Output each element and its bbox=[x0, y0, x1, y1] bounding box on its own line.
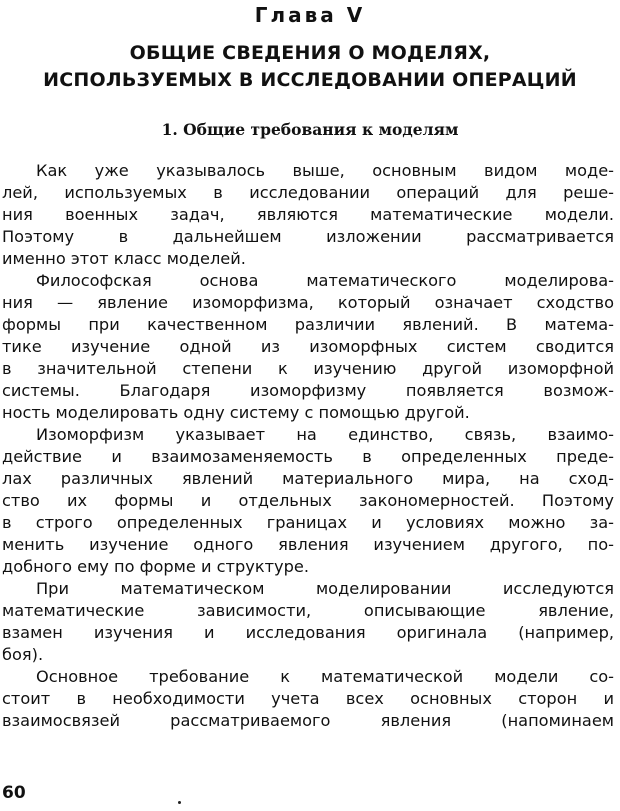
text-line: действие и взаимозаменяемость в определенных преде- bbox=[2, 447, 614, 466]
chapter-title-line: ОБЩИЕ СВЕДЕНИЯ О МОДЕЛЯХ, bbox=[129, 42, 491, 64]
text-line: формы при качественном различии явлений. В матема- bbox=[2, 315, 614, 334]
text-line: системы. Благодаря изоморфизму появляется возмож- bbox=[2, 381, 614, 400]
chapter-label: Глава V bbox=[254, 3, 366, 27]
text-line: в строго определенных границах и условиях можно за- bbox=[2, 513, 614, 532]
chapter-title bbox=[0, 40, 620, 94]
text-line: ность моделировать одну систему с помощью другой. bbox=[2, 403, 470, 422]
text-line: Как уже указывалось выше, основным видом моде- bbox=[36, 161, 614, 180]
text-line: лах различных явлений материального мира, на сход- bbox=[2, 469, 614, 488]
text-line: стоит в необходимости учета всех основных сторон и bbox=[2, 689, 614, 708]
text-line: взамен изучения и исследования оригинала (например, bbox=[2, 623, 614, 642]
text-line: При математическом моделировании исследуются bbox=[36, 579, 614, 598]
text-line: ния — явление изоморфизма, который означает сходство bbox=[2, 293, 614, 312]
text-line: ния военных задач, являются математические модели. bbox=[2, 205, 614, 224]
text-line: тике изучение одной из изоморфных систем сводится bbox=[2, 337, 614, 356]
paragraph bbox=[2, 666, 614, 732]
section-title: 1. Общие требования к моделям bbox=[161, 120, 459, 139]
paragraph bbox=[2, 160, 614, 270]
paragraph bbox=[2, 424, 614, 578]
text-line: именно этот класс моделей. bbox=[2, 249, 246, 268]
text-line: лей, используемых в исследовании операций для реше- bbox=[2, 183, 614, 202]
text-line: в значительной степени к изучению другой изоморфной bbox=[2, 359, 614, 378]
text-line: Основное требование к математической модели со- bbox=[36, 667, 614, 686]
chapter-title-line: ИСПОЛЬЗУЕМЫХ В ИССЛЕДОВАНИИ ОПЕРАЦИЙ bbox=[43, 69, 577, 91]
text-line: боя). bbox=[2, 645, 44, 664]
print-speck bbox=[178, 801, 181, 804]
text-line: ство их формы и отдельных закономерностей. Поэтому bbox=[2, 491, 614, 510]
body-text bbox=[2, 160, 614, 732]
text-line: взаимосвязей рассматриваемого явления (напоминаем bbox=[2, 711, 614, 730]
text-line: добного ему по форме и структуре. bbox=[2, 557, 310, 576]
page-number: 60 bbox=[2, 783, 26, 803]
text-line: Изоморфизм указывает на единство, связь, взаимо- bbox=[36, 425, 614, 444]
text-line: математические зависимости, описывающие явление, bbox=[2, 601, 614, 620]
text-line: Философская основа математического моделирова- bbox=[36, 271, 614, 290]
text-line: Поэтому в дальнейшем изложении рассматривается bbox=[2, 227, 614, 246]
paragraph bbox=[2, 270, 614, 424]
paragraph bbox=[2, 578, 614, 666]
text-line: менить изучение одного явления изучением другого, по- bbox=[2, 535, 614, 554]
